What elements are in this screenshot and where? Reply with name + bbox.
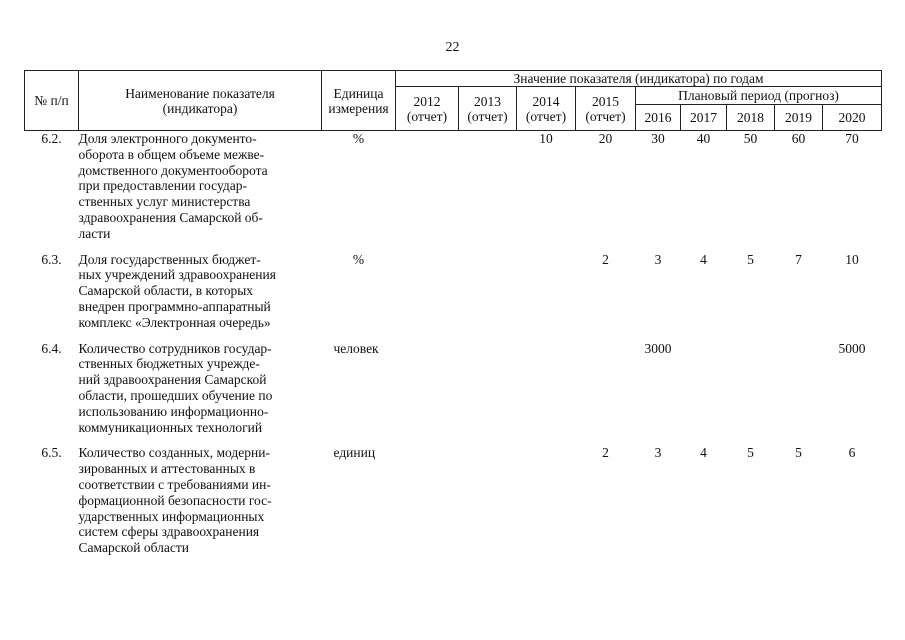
header-unit: Единица измерения <box>322 71 396 131</box>
value-2016: 3 <box>654 251 662 267</box>
value-2014 <box>517 242 576 331</box>
header-year-2014: 2014 (отчет) <box>517 87 576 131</box>
value-2016: 3000 <box>644 340 672 356</box>
table-row <box>25 242 882 331</box>
row-number: 6.3. <box>41 251 62 267</box>
indicator-table <box>24 70 882 556</box>
value-2012 <box>396 242 459 331</box>
value-2019 <box>775 331 823 436</box>
value-2015 <box>576 331 636 436</box>
header-year-2013: 2013 (отчет) <box>459 87 517 131</box>
header-year-2020: 2020 <box>823 105 882 131</box>
value-2019: 60 <box>791 131 806 146</box>
row-number: 6.2. <box>41 131 62 146</box>
value-2019: 7 <box>795 251 802 267</box>
value-2020: 6 <box>848 445 856 461</box>
value-2014: 10 <box>539 131 553 146</box>
row-name: Количество созданных, модерни- зированных и аттестованных в соответствии с требованиями ин- формационной безопасности гос- ударственных информационных систем сферы здравоохранения Самарской области <box>78 445 272 556</box>
value-2017 <box>681 331 727 436</box>
row-unit: % <box>352 131 365 146</box>
table-row <box>25 131 882 242</box>
row-name: Доля электронного документо- оборота в общем объеме межве- домственного документооборота при предоставлении госудаp- ственных услуг министерства здравоохранения Самарской об- ласти <box>78 131 268 241</box>
value-2015: 2 <box>602 445 609 461</box>
value-2015: 20 <box>598 131 613 146</box>
value-2017: 40 <box>696 131 711 146</box>
header-no: № п/п <box>25 71 79 131</box>
header-year-2017: 2017 <box>681 105 727 131</box>
row-name: Количество сотрудников государ- ственных бюджетных учрежде- ний здравоохранения Самарской области, прошедших обучение по использованию информационно- коммуникационных технологий <box>78 340 273 435</box>
row-unit: % <box>352 251 365 267</box>
value-2012 <box>396 131 459 242</box>
value-2018: 5 <box>747 445 754 461</box>
header-year-2016: 2016 <box>636 105 681 131</box>
value-2017: 4 <box>700 251 707 267</box>
table-row <box>25 331 882 436</box>
row-unit: человек <box>333 340 379 356</box>
row-unit: единиц <box>333 445 376 461</box>
value-2018: 5 <box>747 251 754 267</box>
value-2020: 5000 <box>838 340 866 356</box>
value-2012 <box>396 435 459 556</box>
value-2015: 2 <box>602 251 609 267</box>
row-number: 6.5. <box>41 445 62 461</box>
value-2014 <box>517 435 576 556</box>
header-name: Наименование показателя (индикатора) <box>79 71 322 131</box>
value-2013 <box>459 331 517 436</box>
value-2020: 10 <box>845 251 859 267</box>
value-2013 <box>459 242 517 331</box>
header-year-2015: 2015 (отчет) <box>576 87 636 131</box>
value-2016: 30 <box>651 131 665 146</box>
row-number: 6.4. <box>41 340 62 356</box>
value-2018 <box>727 331 775 436</box>
value-2018: 50 <box>743 131 758 146</box>
header-plan-period: Плановый период (прогноз) <box>636 87 882 105</box>
value-2013 <box>459 131 517 242</box>
header-year-2018: 2018 <box>727 105 775 131</box>
table-row <box>25 435 882 556</box>
value-2017: 4 <box>700 445 707 461</box>
header-values-by-year: Значение показателя (индикатора) по годам <box>396 71 882 87</box>
page-number: 22 <box>445 40 460 55</box>
value-2014 <box>517 331 576 436</box>
header-year-2012: 2012 (отчет) <box>396 87 459 131</box>
value-2013 <box>459 435 517 556</box>
row-name: Доля государственных бюджет- ных учреждений здравоохранения Самарской области, в которых внедрен программно-аппаратный комплекс «Электронная очередь» <box>78 251 276 330</box>
header-year-2019: 2019 <box>775 105 823 131</box>
value-2020: 70 <box>845 131 859 146</box>
value-2016: 3 <box>654 445 662 461</box>
value-2019: 5 <box>795 445 802 461</box>
value-2012 <box>396 331 459 436</box>
